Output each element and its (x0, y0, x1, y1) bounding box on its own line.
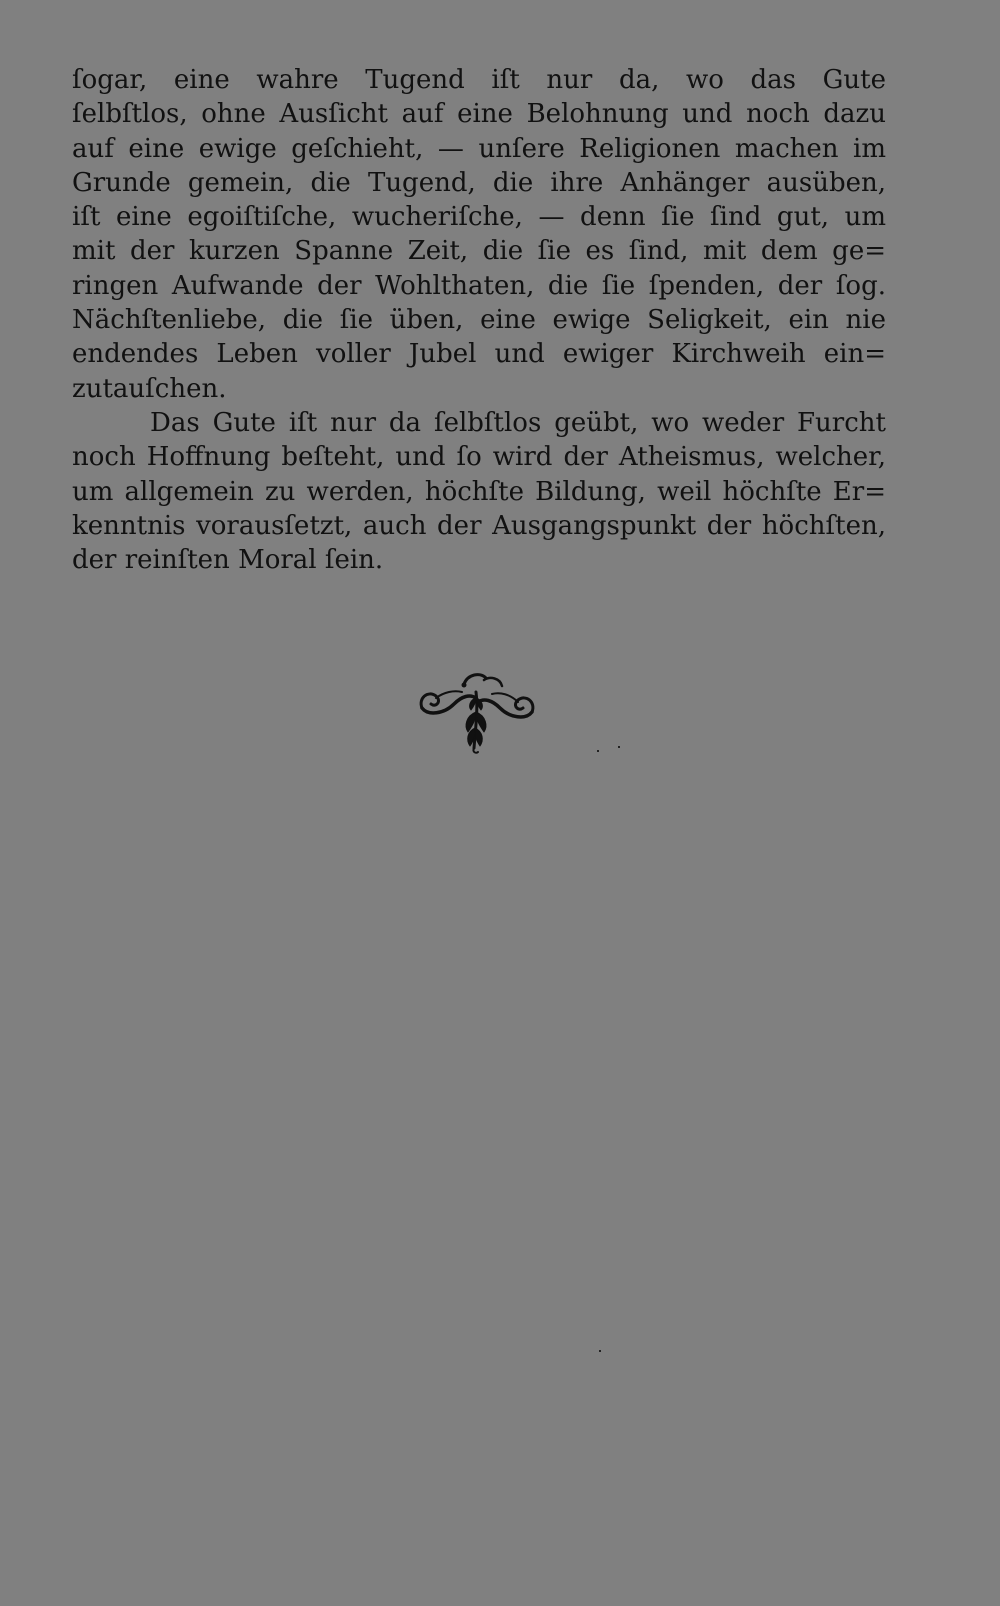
text-line: ſelbſtlos, ohne Ausſicht auf eine Belohnung und noch dazu (72, 99, 886, 130)
text-line: ſogar, eine wahre Tugend iſt nur da, wo das Gute (72, 65, 886, 95)
text-line: Nächſtenliebe, die ſie üben, eine ewige Seligkeit, ein nie (72, 305, 886, 336)
text-line: noch Hoffnung beſteht, und ſo wird der Atheismus, welcher, (72, 442, 886, 473)
text-line: zutauſchen. (72, 373, 227, 404)
floral-vignette-icon (414, 668, 540, 756)
text-line: Grunde gemein, die Tugend, die ihre Anhänger ausüben, (72, 167, 886, 198)
text-line: auf eine ewige geſchieht, — unſere Religionen machen im (72, 133, 886, 164)
body-text (72, 63, 886, 577)
text-line: iſt eine egoiſtiſche, wucheriſche, — denn ſie ſind gut, um (72, 202, 886, 233)
paragraph-2 (72, 406, 886, 577)
text-line: der reinſten Moral ſein. (72, 545, 384, 576)
text-line: mit der kurzen Spanne Zeit, die ſie es ſind, mit dem ge= (72, 236, 886, 267)
paper-speck (599, 1350, 601, 1352)
text-line: Das Gute iſt nur da ſelbſtlos geübt, wo weder Furcht (150, 407, 886, 438)
paragraph-1 (72, 63, 886, 406)
text-line: kenntnis vorausſetzt, auch der Ausgangspunkt der höchſten, (72, 510, 886, 541)
paper-speck (618, 746, 620, 748)
text-line: ringen Aufwande der Wohlthaten, die ſie ſpenden, der ſog. (72, 270, 886, 301)
text-line: um allgemein zu werden, höchſte Bildung, weil höchſte Er= (72, 476, 886, 507)
paper-speck (597, 750, 599, 752)
text-line: endendes Leben voller Jubel und ewiger Kirchweih ein= (72, 339, 886, 370)
